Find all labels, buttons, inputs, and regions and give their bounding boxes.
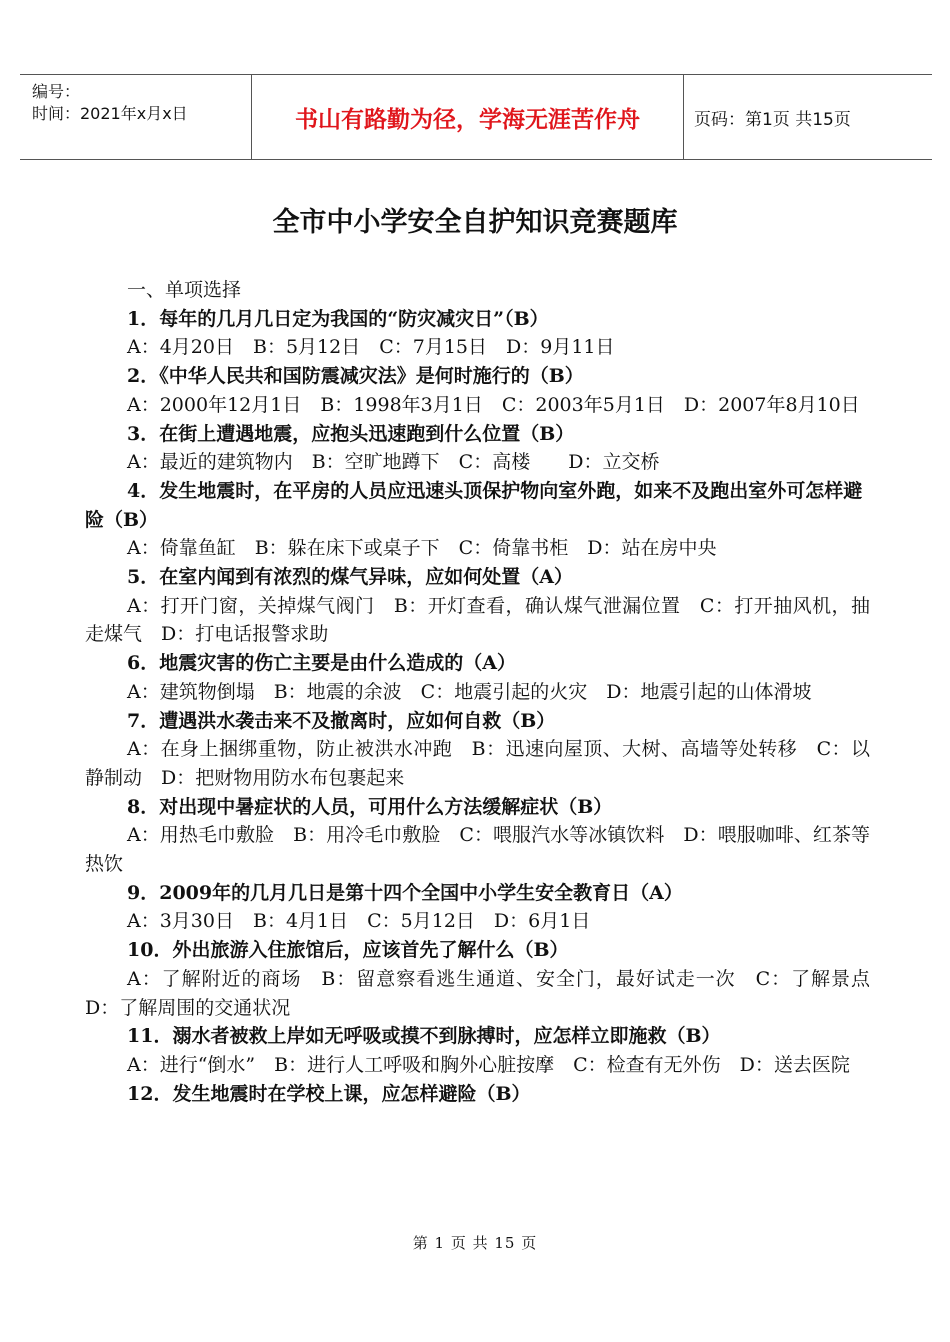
time-label: 时间：2021年x月x日 <box>32 104 188 123</box>
document-title: 全市中小学安全自护知识竞赛题库 <box>272 207 678 238</box>
options-8: A：用热毛巾敷脸 B：用冷毛巾敷脸 C：喂服汽水等冰镇饮料 D：喂服咖啡、红茶等热饮 <box>85 824 870 876</box>
options-6: A：建筑物倒塌 B：地震的余波 C：地震引起的火灾 D：地震引起的山体滑坡 <box>127 680 812 703</box>
question-1: 1．每年的几月几日定为我国的“防灾减灾日”（B） <box>127 307 549 330</box>
options-9: A：3月30日 B：4月1日 C：5月12日 D：6月1日 <box>127 910 591 933</box>
question-4: 4．发生地震时，在平房的人员应迅速头顶保护物向室外跑，如来不及跑出室外可怎样避险（B） <box>85 479 863 531</box>
section-heading: 一、单项选择 <box>127 279 242 301</box>
options-10: A：了解附近的商场 B：留意察看逃生通道、安全门，最好试走一次 C：了解景点 D：了解周围的交通状况 <box>85 967 890 1019</box>
options-3: A：最近的建筑物内 B：空旷地蹲下 C：高楼 D：立交桥 <box>127 451 660 474</box>
question-6: 6．地震灾害的伤亡主要是由什么造成的（A） <box>127 652 516 675</box>
question-3: 3．在街上遭遇地震，应抱头迅速跑到什么位置（B） <box>127 422 575 445</box>
options-7: A：在身上捆绑重物，防止被洪水冲跑 B：迅速向屋顶、大树、高墙等处转移 C：以静制动 D：把财物用防水布包裹起来 <box>85 738 870 789</box>
header-motto: 书山有路勤为径，学海无涯苦作舟 <box>252 75 684 159</box>
options-1: A：4月20日 B：5月12日 C：7月15日 D：9月11日 <box>127 336 615 359</box>
question-12: 12．发生地震时在学校上课，应怎样避险（B） <box>127 1082 531 1105</box>
question-list <box>85 276 890 1108</box>
page-footer: 第 1 页 共 15 页 <box>412 1234 538 1252</box>
header-page-info: 页码：第1页 共15页 <box>694 109 851 130</box>
options-11: A：进行“倒水” B：进行人工呼吸和胸外心脏按摩 C：检查有无外伤 D：送去医院 <box>127 1053 850 1076</box>
page-header <box>20 74 932 160</box>
options-5: A：打开门窗，关掉煤气阀门 B：开灯查看，确认煤气泄漏位置 C：打开抽风机，抽走煤气 D：打电话报警求助 <box>85 594 870 646</box>
number-label: 编号： <box>32 82 81 101</box>
options-2: A：2000年12月1日 B：1998年3月1日 C：2003年5月1日 D：2007年8月10日 <box>127 393 860 416</box>
question-2: 2．《中华人民共和国防震减灾法》是何时施行的（B） <box>127 365 584 388</box>
header-meta <box>20 75 252 159</box>
question-8: 8．对出现中暑症状的人员，可用什么方法缓解症状（B） <box>127 795 613 818</box>
question-5: 5．在室内闻到有浓烈的煤气异味，应如何处置（A） <box>127 566 573 589</box>
question-9: 9．2009年的几月几日是第十四个全国中小学生安全教育日（A） <box>127 881 683 904</box>
options-4: A：倚靠鱼缸 B：躲在床下或桌子下 C：倚靠书柜 D：站在房中央 <box>127 537 717 560</box>
question-10: 10．外出旅游入住旅馆后，应该首先了解什么（B） <box>127 939 569 962</box>
question-7: 7．遭遇洪水袭击来不及撤离时，应如何自救（B） <box>127 709 556 732</box>
question-11: 11．溺水者被救上岸如无呼吸或摸不到脉搏时，应怎样立即施救（B） <box>127 1025 721 1048</box>
